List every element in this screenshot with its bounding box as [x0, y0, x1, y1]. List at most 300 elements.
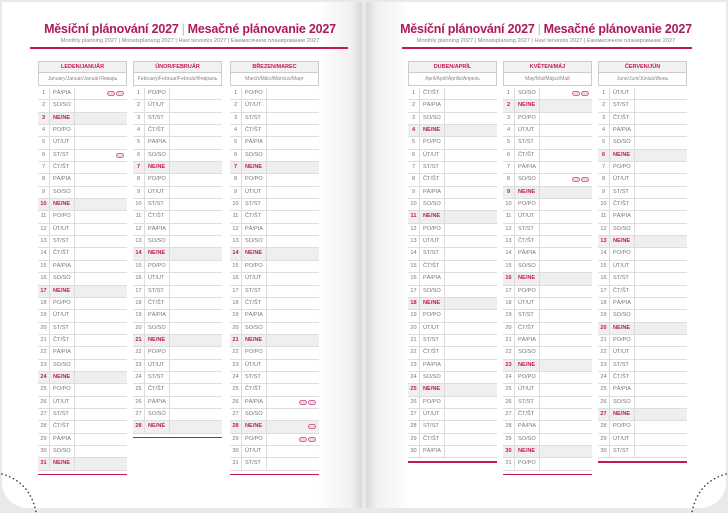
note-field[interactable] [170, 323, 222, 334]
day-row[interactable] [503, 298, 592, 310]
day-row[interactable] [230, 211, 319, 223]
day-row[interactable] [598, 137, 687, 149]
note-field[interactable] [445, 261, 497, 272]
note-field[interactable] [170, 384, 222, 395]
note-field[interactable] [75, 211, 127, 222]
note-field[interactable] [540, 261, 592, 272]
day-row[interactable] [408, 113, 497, 125]
day-row[interactable] [503, 372, 592, 384]
note-field[interactable] [267, 224, 319, 235]
note-field[interactable] [540, 100, 592, 111]
note-field[interactable] [170, 372, 222, 383]
note-field[interactable] [75, 310, 127, 321]
note-field[interactable] [445, 434, 497, 445]
day-row[interactable] [38, 384, 127, 396]
day-row[interactable] [133, 199, 222, 211]
day-row[interactable] [38, 273, 127, 285]
note-field[interactable] [267, 347, 319, 358]
day-row[interactable] [598, 421, 687, 433]
day-row[interactable] [133, 137, 222, 149]
day-row[interactable] [38, 286, 127, 298]
note-field[interactable] [445, 113, 497, 124]
day-row[interactable] [503, 137, 592, 149]
note-field[interactable] [540, 335, 592, 346]
day-row[interactable] [598, 273, 687, 285]
day-row[interactable] [38, 298, 127, 310]
day-row[interactable] [408, 323, 497, 335]
note-field[interactable] [170, 211, 222, 222]
note-field[interactable] [635, 372, 687, 383]
day-row[interactable] [230, 88, 319, 100]
day-row[interactable] [408, 335, 497, 347]
note-field[interactable] [267, 236, 319, 247]
note-field[interactable] [445, 310, 497, 321]
day-row[interactable] [133, 113, 222, 125]
note-field[interactable] [445, 162, 497, 173]
note-field[interactable] [267, 409, 319, 420]
note-field[interactable] [445, 397, 497, 408]
note-field[interactable] [170, 236, 222, 247]
note-field[interactable] [635, 335, 687, 346]
day-row[interactable] [598, 397, 687, 409]
note-field[interactable] [540, 360, 592, 371]
note-field[interactable] [267, 199, 319, 210]
day-row[interactable] [503, 261, 592, 273]
note-field[interactable] [75, 261, 127, 272]
day-row[interactable] [38, 421, 127, 433]
day-row[interactable] [38, 261, 127, 273]
note-field[interactable] [445, 286, 497, 297]
note-field[interactable] [75, 397, 127, 408]
day-row[interactable] [503, 458, 592, 470]
day-row[interactable] [230, 434, 319, 446]
note-field[interactable] [75, 273, 127, 284]
note-field[interactable] [75, 248, 127, 259]
day-row[interactable] [38, 372, 127, 384]
day-row[interactable] [38, 458, 127, 470]
note-field[interactable] [635, 174, 687, 185]
note-field[interactable] [75, 409, 127, 420]
day-row[interactable] [38, 310, 127, 322]
day-row[interactable] [503, 199, 592, 211]
day-row[interactable] [598, 286, 687, 298]
note-field[interactable] [540, 248, 592, 259]
day-row[interactable] [38, 224, 127, 236]
day-row[interactable] [503, 446, 592, 458]
day-row[interactable] [230, 162, 319, 174]
note-field[interactable] [75, 458, 127, 469]
day-row[interactable] [408, 137, 497, 149]
day-row[interactable] [408, 446, 497, 458]
day-row[interactable] [38, 150, 127, 162]
day-row[interactable] [598, 211, 687, 223]
day-row[interactable] [598, 100, 687, 112]
note-field[interactable] [267, 150, 319, 161]
day-row[interactable] [230, 372, 319, 384]
day-row[interactable] [133, 248, 222, 260]
note-field[interactable] [445, 347, 497, 358]
note-field[interactable] [75, 360, 127, 371]
note-field[interactable] [635, 113, 687, 124]
day-row[interactable] [598, 446, 687, 458]
day-row[interactable] [503, 150, 592, 162]
note-field[interactable] [635, 273, 687, 284]
day-row[interactable] [503, 224, 592, 236]
day-row[interactable] [408, 310, 497, 322]
day-row[interactable] [408, 187, 497, 199]
note-field[interactable] [540, 187, 592, 198]
day-row[interactable] [408, 211, 497, 223]
note-field[interactable] [445, 88, 497, 99]
note-field[interactable] [170, 174, 222, 185]
note-field[interactable] [445, 187, 497, 198]
note-field[interactable] [445, 409, 497, 420]
note-field[interactable] [445, 298, 497, 309]
note-field[interactable] [540, 310, 592, 321]
note-field[interactable] [540, 125, 592, 136]
note-field[interactable] [75, 199, 127, 210]
note-field[interactable] [540, 458, 592, 469]
note-field[interactable] [635, 347, 687, 358]
day-row[interactable] [38, 409, 127, 421]
note-field[interactable] [635, 421, 687, 432]
day-row[interactable] [598, 88, 687, 100]
day-row[interactable] [133, 310, 222, 322]
day-row[interactable] [38, 162, 127, 174]
note-field[interactable] [540, 446, 592, 457]
note-field[interactable] [267, 273, 319, 284]
day-row[interactable] [133, 88, 222, 100]
note-field[interactable] [445, 421, 497, 432]
note-field[interactable] [445, 360, 497, 371]
day-row[interactable] [408, 298, 497, 310]
day-row[interactable] [598, 199, 687, 211]
day-row[interactable] [230, 298, 319, 310]
note-field[interactable] [635, 446, 687, 457]
day-row[interactable] [230, 174, 319, 186]
note-field[interactable] [445, 248, 497, 259]
day-row[interactable] [38, 434, 127, 446]
day-row[interactable] [230, 397, 319, 409]
note-field[interactable] [267, 360, 319, 371]
note-field[interactable] [635, 199, 687, 210]
day-row[interactable] [38, 199, 127, 211]
note-field[interactable] [75, 286, 127, 297]
day-row[interactable] [598, 323, 687, 335]
note-field[interactable] [75, 323, 127, 334]
note-field[interactable] [267, 335, 319, 346]
day-row[interactable] [133, 224, 222, 236]
day-row[interactable] [230, 335, 319, 347]
note-field[interactable] [540, 323, 592, 334]
note-field[interactable] [75, 125, 127, 136]
day-row[interactable] [408, 162, 497, 174]
note-field[interactable] [635, 137, 687, 148]
note-field[interactable] [75, 384, 127, 395]
note-field[interactable] [445, 372, 497, 383]
note-field[interactable] [170, 125, 222, 136]
day-row[interactable] [230, 384, 319, 396]
day-row[interactable] [503, 211, 592, 223]
day-row[interactable] [38, 397, 127, 409]
note-field[interactable] [75, 113, 127, 124]
day-row[interactable] [408, 88, 497, 100]
day-row[interactable] [38, 323, 127, 335]
note-field[interactable] [635, 100, 687, 111]
note-field[interactable] [75, 137, 127, 148]
note-field[interactable] [170, 162, 222, 173]
note-field[interactable] [635, 187, 687, 198]
day-row[interactable] [230, 236, 319, 248]
note-field[interactable] [635, 286, 687, 297]
note-field[interactable] [267, 286, 319, 297]
day-row[interactable] [133, 211, 222, 223]
day-row[interactable] [408, 384, 497, 396]
day-row[interactable] [503, 335, 592, 347]
day-row[interactable] [230, 100, 319, 112]
day-row[interactable] [503, 125, 592, 137]
day-row[interactable] [408, 286, 497, 298]
note-field[interactable] [75, 434, 127, 445]
note-field[interactable] [170, 298, 222, 309]
note-field[interactable] [170, 286, 222, 297]
day-row[interactable] [408, 409, 497, 421]
day-row[interactable] [230, 360, 319, 372]
day-row[interactable] [133, 360, 222, 372]
day-row[interactable] [408, 150, 497, 162]
note-field[interactable] [635, 248, 687, 259]
day-row[interactable] [408, 174, 497, 186]
day-row[interactable] [408, 199, 497, 211]
day-row[interactable] [230, 187, 319, 199]
day-row[interactable] [133, 384, 222, 396]
day-row[interactable] [230, 224, 319, 236]
note-field[interactable] [170, 187, 222, 198]
day-row[interactable] [38, 347, 127, 359]
day-row[interactable] [38, 236, 127, 248]
note-field[interactable] [540, 162, 592, 173]
day-row[interactable] [38, 113, 127, 125]
day-row[interactable] [408, 261, 497, 273]
day-row[interactable] [408, 347, 497, 359]
day-row[interactable] [408, 224, 497, 236]
day-row[interactable] [38, 446, 127, 458]
note-field[interactable] [540, 137, 592, 148]
day-row[interactable] [230, 421, 319, 433]
day-row[interactable] [598, 248, 687, 260]
day-row[interactable] [133, 397, 222, 409]
day-row[interactable] [598, 162, 687, 174]
note-field[interactable] [635, 310, 687, 321]
day-row[interactable] [408, 100, 497, 112]
day-row[interactable] [133, 174, 222, 186]
note-field[interactable] [267, 174, 319, 185]
note-field[interactable] [267, 372, 319, 383]
note-field[interactable] [445, 174, 497, 185]
note-field[interactable] [267, 384, 319, 395]
note-field[interactable] [540, 211, 592, 222]
day-row[interactable] [133, 100, 222, 112]
day-row[interactable] [38, 335, 127, 347]
day-row[interactable] [38, 248, 127, 260]
note-field[interactable] [75, 236, 127, 247]
note-field[interactable] [267, 125, 319, 136]
day-row[interactable] [133, 372, 222, 384]
note-field[interactable] [267, 162, 319, 173]
day-row[interactable] [230, 125, 319, 137]
day-row[interactable] [133, 286, 222, 298]
note-field[interactable] [540, 236, 592, 247]
note-field[interactable] [540, 150, 592, 161]
note-field[interactable] [75, 298, 127, 309]
note-field[interactable] [445, 100, 497, 111]
note-field[interactable] [170, 273, 222, 284]
note-field[interactable] [170, 409, 222, 420]
note-field[interactable] [267, 100, 319, 111]
note-field[interactable] [445, 446, 497, 457]
note-field[interactable] [170, 261, 222, 272]
note-field[interactable] [170, 335, 222, 346]
note-field[interactable] [170, 113, 222, 124]
day-row[interactable] [230, 446, 319, 458]
day-row[interactable] [133, 162, 222, 174]
note-field[interactable] [170, 421, 222, 432]
note-field[interactable] [445, 273, 497, 284]
note-field[interactable] [170, 310, 222, 321]
note-field[interactable] [75, 335, 127, 346]
note-field[interactable] [267, 458, 319, 469]
day-row[interactable] [38, 100, 127, 112]
note-field[interactable] [267, 211, 319, 222]
note-field[interactable] [75, 372, 127, 383]
day-row[interactable] [503, 286, 592, 298]
note-field[interactable] [540, 347, 592, 358]
note-field[interactable] [267, 88, 319, 99]
note-field[interactable] [635, 261, 687, 272]
note-field[interactable] [635, 224, 687, 235]
day-row[interactable] [598, 174, 687, 186]
note-field[interactable] [540, 224, 592, 235]
note-field[interactable] [170, 150, 222, 161]
note-field[interactable] [445, 384, 497, 395]
note-field[interactable] [445, 335, 497, 346]
day-row[interactable] [503, 100, 592, 112]
note-field[interactable] [75, 347, 127, 358]
day-row[interactable] [598, 347, 687, 359]
note-field[interactable] [540, 273, 592, 284]
day-row[interactable] [598, 224, 687, 236]
day-row[interactable] [38, 187, 127, 199]
note-field[interactable] [635, 150, 687, 161]
note-field[interactable] [445, 211, 497, 222]
note-field[interactable] [75, 162, 127, 173]
note-field[interactable] [540, 397, 592, 408]
note-field[interactable] [635, 384, 687, 395]
note-field[interactable] [75, 187, 127, 198]
day-row[interactable] [503, 323, 592, 335]
day-row[interactable] [230, 273, 319, 285]
day-row[interactable] [503, 409, 592, 421]
day-row[interactable] [133, 335, 222, 347]
note-field[interactable] [267, 446, 319, 457]
day-row[interactable] [230, 199, 319, 211]
note-field[interactable] [445, 224, 497, 235]
note-field[interactable] [75, 100, 127, 111]
note-field[interactable] [267, 261, 319, 272]
day-row[interactable] [503, 421, 592, 433]
day-row[interactable] [133, 409, 222, 421]
day-row[interactable] [38, 360, 127, 372]
day-row[interactable] [503, 174, 592, 186]
day-row[interactable] [598, 113, 687, 125]
day-row[interactable] [408, 248, 497, 260]
note-field[interactable] [445, 150, 497, 161]
note-field[interactable] [170, 137, 222, 148]
day-row[interactable] [230, 150, 319, 162]
day-row[interactable] [133, 347, 222, 359]
note-field[interactable] [170, 397, 222, 408]
day-row[interactable] [598, 384, 687, 396]
note-field[interactable] [635, 397, 687, 408]
day-row[interactable] [230, 286, 319, 298]
day-row[interactable] [133, 261, 222, 273]
day-row[interactable] [598, 150, 687, 162]
note-field[interactable] [170, 360, 222, 371]
note-field[interactable] [445, 236, 497, 247]
day-row[interactable] [133, 323, 222, 335]
day-row[interactable] [408, 236, 497, 248]
note-field[interactable] [635, 125, 687, 136]
day-row[interactable] [503, 310, 592, 322]
note-field[interactable] [635, 88, 687, 99]
day-row[interactable] [503, 397, 592, 409]
day-row[interactable] [598, 360, 687, 372]
note-field[interactable] [635, 409, 687, 420]
day-row[interactable] [503, 248, 592, 260]
note-field[interactable] [635, 211, 687, 222]
note-field[interactable] [267, 113, 319, 124]
day-row[interactable] [598, 236, 687, 248]
day-row[interactable] [503, 360, 592, 372]
note-field[interactable] [267, 248, 319, 259]
note-field[interactable] [75, 174, 127, 185]
day-row[interactable] [38, 125, 127, 137]
day-row[interactable] [598, 310, 687, 322]
note-field[interactable] [540, 421, 592, 432]
day-row[interactable] [133, 273, 222, 285]
day-row[interactable] [408, 360, 497, 372]
day-row[interactable] [503, 113, 592, 125]
note-field[interactable] [540, 113, 592, 124]
day-row[interactable] [133, 421, 222, 433]
note-field[interactable] [540, 372, 592, 383]
day-row[interactable] [133, 150, 222, 162]
note-field[interactable] [267, 310, 319, 321]
day-row[interactable] [598, 409, 687, 421]
day-row[interactable] [230, 261, 319, 273]
note-field[interactable] [75, 446, 127, 457]
note-field[interactable] [170, 199, 222, 210]
note-field[interactable] [540, 199, 592, 210]
day-row[interactable] [503, 434, 592, 446]
day-row[interactable] [598, 261, 687, 273]
day-row[interactable] [503, 347, 592, 359]
note-field[interactable] [540, 384, 592, 395]
day-row[interactable] [38, 174, 127, 186]
day-row[interactable] [503, 384, 592, 396]
day-row[interactable] [408, 125, 497, 137]
note-field[interactable] [540, 409, 592, 420]
